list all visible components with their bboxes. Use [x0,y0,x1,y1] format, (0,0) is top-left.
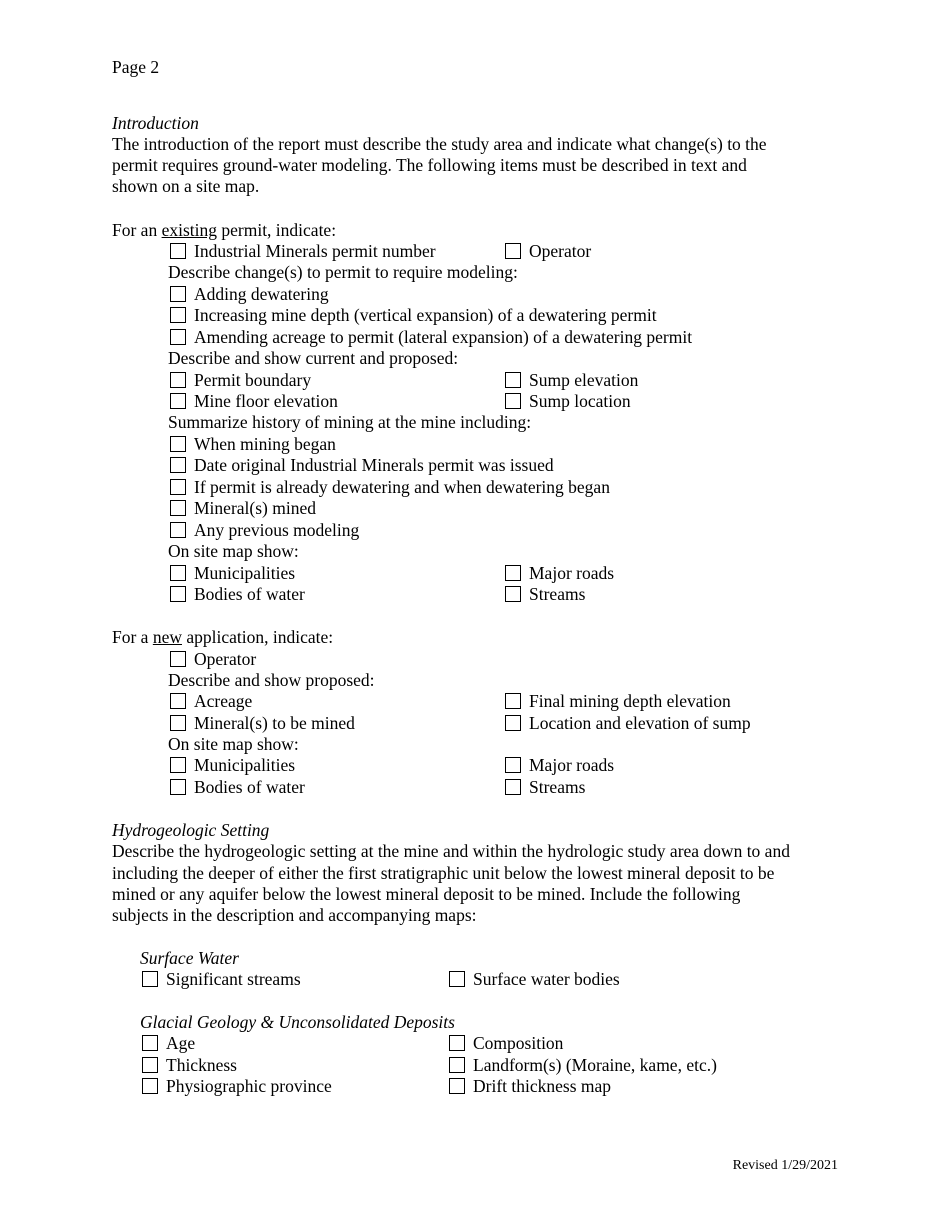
surface-water-heading: Surface Water [140,948,239,968]
drift-thickness-map-checkbox[interactable] [449,1078,465,1094]
existing-operator-label: Operator [529,241,592,261]
existing-major-roads-checkbox[interactable] [505,565,521,581]
adding-dewatering-label: Adding dewatering [194,284,329,304]
surface-water-bodies-label: Surface water bodies [473,969,620,989]
existing-map-heading: On site map show: [168,541,299,561]
physiographic-province-label: Physiographic province [166,1076,332,1096]
page-number: Page 2 [112,57,160,77]
new-major-roads-checkbox[interactable] [505,757,521,773]
sump-location-checkbox[interactable] [505,393,521,409]
new-streams-checkbox[interactable] [505,779,521,795]
minerals-to-be-mined-checkbox[interactable] [170,715,186,731]
mining-began-label: When mining began [194,434,336,454]
new-bodies-of-water-checkbox[interactable] [170,779,186,795]
final-depth-checkbox[interactable] [505,693,521,709]
new-municipalities-label: Municipalities [194,755,296,775]
proposed-heading: Describe and show proposed: [168,670,375,690]
new-operator-label: Operator [194,649,257,669]
drift-thickness-map-label: Drift thickness map [473,1076,612,1096]
lateral-expansion-label: Amending acreage to permit (lateral expansion) of a dewatering permit [194,327,693,347]
hydro-heading: Hydrogeologic Setting [112,820,270,840]
age-label: Age [166,1033,196,1053]
permit-boundary-checkbox[interactable] [170,372,186,388]
new-keyword: new [152,627,182,647]
new-bodies-of-water-label: Bodies of water [194,777,305,797]
existing-streams-label: Streams [529,584,586,604]
sump-location-elevation-label: Location and elevation of sump [529,713,751,733]
significant-streams-label: Significant streams [166,969,301,989]
new-map-heading: On site map show: [168,734,299,754]
significant-streams-checkbox[interactable] [142,971,158,987]
acreage-label: Acreage [194,691,253,711]
thickness-checkbox[interactable] [142,1057,158,1073]
physiographic-province-checkbox[interactable] [142,1078,158,1094]
mine-floor-elevation-label: Mine floor elevation [194,391,338,411]
intro-line-3: shown on a site map. [112,176,260,196]
existing-bodies-of-water-label: Bodies of water [194,584,305,604]
mine-floor-elevation-checkbox[interactable] [170,393,186,409]
current-proposed-heading: Describe and show current and proposed: [168,348,459,368]
changes-heading: Describe change(s) to permit to require modeling: [168,262,518,282]
previous-modeling-checkbox[interactable] [170,522,186,538]
permit-boundary-label: Permit boundary [194,370,312,390]
hydro-line-3: mined or any aquifer below the lowest mineral deposit to be mined. Include the following [112,884,741,904]
minerals-mined-checkbox[interactable] [170,500,186,516]
revision-date: Revised 1/29/2021 [732,1158,838,1173]
hydro-line-1: Describe the hydrogeologic setting at the mine and within the hydrologic study area down to and [112,841,790,861]
previous-modeling-label: Any previous modeling [194,520,360,540]
new-application-heading: For a new application, indicate: [112,627,334,647]
final-depth-label: Final mining depth elevation [529,691,731,711]
existing-operator-checkbox[interactable] [505,243,521,259]
sump-location-elevation-checkbox[interactable] [505,715,521,731]
intro-line-2: permit requires ground-water modeling. The following items must be described in text and [112,155,747,175]
minerals-to-be-mined-label: Mineral(s) to be mined [194,713,355,733]
existing-keyword: existing [161,220,217,240]
dewatering-began-label: If permit is already dewatering and when dewatering began [194,477,610,497]
age-checkbox[interactable] [142,1035,158,1051]
existing-municipalities-label: Municipalities [194,563,296,583]
lateral-expansion-checkbox[interactable] [170,329,186,345]
permit-issued-date-label: Date original Industrial Minerals permit was issued [194,455,554,475]
new-streams-label: Streams [529,777,586,797]
permit-number-checkbox[interactable] [170,243,186,259]
new-municipalities-checkbox[interactable] [170,757,186,773]
intro-line-1: The introduction of the report must describe the study area and indicate what change(s) to the [112,134,767,154]
dewatering-began-checkbox[interactable] [170,479,186,495]
existing-bodies-of-water-checkbox[interactable] [170,586,186,602]
sump-location-label: Sump location [529,391,631,411]
adding-dewatering-checkbox[interactable] [170,286,186,302]
hydro-line-2: including the deeper of either the first stratigraphic unit below the lowest mineral deposit to be [112,863,775,883]
permit-issued-date-checkbox[interactable] [170,457,186,473]
new-operator-checkbox[interactable] [170,651,186,667]
composition-checkbox[interactable] [449,1035,465,1051]
mining-began-checkbox[interactable] [170,436,186,452]
landforms-checkbox[interactable] [449,1057,465,1073]
acreage-checkbox[interactable] [170,693,186,709]
new-major-roads-label: Major roads [529,755,615,775]
history-heading: Summarize history of mining at the mine including: [168,412,532,432]
hydro-line-4: subjects in the description and accompanying maps: [112,905,477,925]
existing-permit-heading: For an existing permit, indicate: [112,220,337,240]
glacial-geology-heading: Glacial Geology & Unconsolidated Deposits [140,1012,455,1032]
permit-number-label: Industrial Minerals permit number [194,241,436,261]
existing-municipalities-checkbox[interactable] [170,565,186,581]
landforms-label: Landform(s) (Moraine, kame, etc.) [473,1055,717,1075]
composition-label: Composition [473,1033,564,1053]
existing-streams-checkbox[interactable] [505,586,521,602]
intro-heading: Introduction [112,113,199,133]
vertical-expansion-checkbox[interactable] [170,307,186,323]
thickness-label: Thickness [166,1055,237,1075]
surface-water-bodies-checkbox[interactable] [449,971,465,987]
existing-major-roads-label: Major roads [529,563,615,583]
minerals-mined-label: Mineral(s) mined [194,498,316,518]
vertical-expansion-label: Increasing mine depth (vertical expansion) of a dewatering permit [194,305,657,325]
sump-elevation-label: Sump elevation [529,370,639,390]
sump-elevation-checkbox[interactable] [505,372,521,388]
